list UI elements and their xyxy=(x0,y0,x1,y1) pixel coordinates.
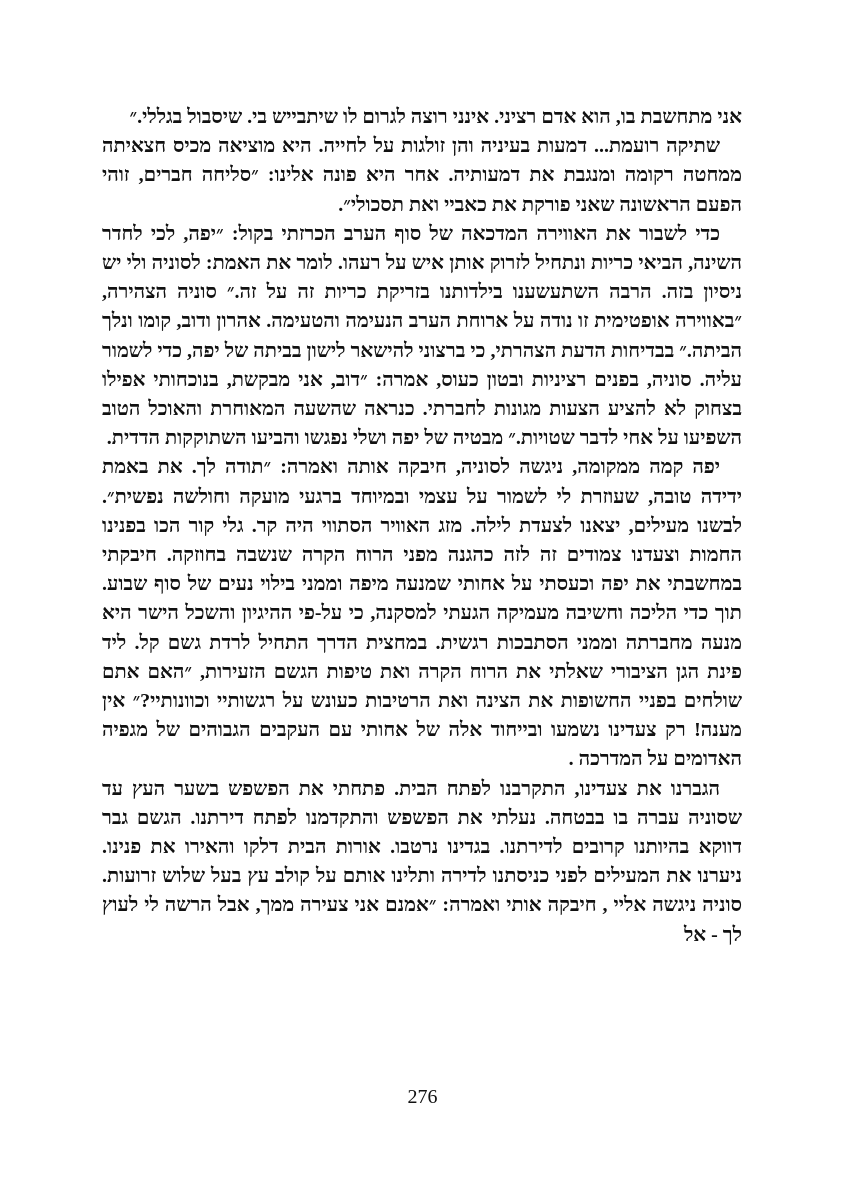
paragraph-4: יפה קמה ממקומה, ניגשה לסוניה, חיבקה אותה ואמרה: ״תודה לך. את באמת ידידה טובה, שעוזרת לי לשמור על עצמי ובמיוחד ברגעי מועקה וחולשה נפשית״. לבשנו מעילים, יצאנו לצעדת לילה. מזג האוויר הסתווי היה קר. גלי קור הכו בפנינו החמות וצעדנו צמודים זה לזה כהגנה מפני הרוח הקרה שנשבה בחוזקה. חיבקתי במחשבתי את יפה וכעסתי על אחותי שמנעה מיפה וממני בילוי נעים של סוף שבוע. תוך כדי הליכה וחשיבה מעמיקה הגעתי למסקנה, כי על-פי ההיגיון והשכל הישר היא מנעה מחברתה וממני הסתבכות רגשית. במחצית הדרך התחיל לרדת גשם קל. ליד פינת הגן הציבורי שאלתי את הרוח הקרה ואת טיפות הגשם הזעירות, ״האם אתם שולחים בפניי החשופות את הצינה ואת הרטיבות כעונש על רגשותיי וכוונותיי?״ אין מענה! רק צעדינו נשמעו ובייחוד אלה של אחותי עם העקבים הגבוהים של מגפיה האדומים על המדרכה . xyxy=(102,456,742,771)
page-number: 276 xyxy=(407,1086,438,1108)
paragraph-5: הגברנו את צעדינו, התקרבנו לפתח הבית. פתחתי את הפשפש בשער העץ עד שסוניה עברה בו בבטחה. נעלתי את הפשפש והתקדמנו לפתח דירתנו. הגשם גבר דווקא בהיותנו קרובים לדירתנו. בגדינו נרטבו. אורות הבית דלקו והאירו את פנינו. ניערנו את המעילים לפני כניסתנו לדירה ותלינו אותם על קולב עץ בעל שלוש זרועות. סוניה ניגשה אליי , חיבקה אותי ואמרה: ״אמנם אני צעירה ממך, אבל הרשה לי לעוץ לך - אל xyxy=(102,777,742,946)
paragraph-2: שתיקה רועמת... דמעות בעיניה והן זולגות על לחייה. היא מוציאה מכיס חצאיתה ממחטה רקומה ומנגבת את דמעותיה. אחר היא פונה אלינו: ״סליחה חברים, זוהי הפעם הראשונה שאני פורקת את כאביי ואת תסכולי״. xyxy=(102,135,742,216)
paragraph-1: אני מתחשבת בו, הוא אדם רציני. אינני רוצה לגרום לו שיתבייש בי. שיסבול בגללי.״ xyxy=(129,106,742,128)
body-text xyxy=(102,103,742,950)
paragraph-3: כדי לשבור את האווירה המדכאה של סוף הערב הכרזתי בקול: ״יפה, לכי לחדר השינה, הביאי כריות ונתחיל לזרוק אותן איש על רעהו. לומר את האמת: לסוניה ולי יש ניסיון בזה. הרבה השתעשענו בילדותנו בזריקת כריות זה על זה.״ סוניה הצהירה, ״באווירה אופטימית זו נודה על ארוחת הערב הנעימה והטעימה. אהרון ודוב, קומו ונלך הביתה.״ בבדיחות הדעת הצהרתי, כי ברצוני להישאר לישון בביתה של יפה, כדי לשמור עליה. סוניה, בפנים רציניות ובטון כעוס, אמרה: ״דוב, אני מבקשת, בנוכחותי אפילו בצחוק לא להציע הצעות מגונות לחברתי. כנראה שהשעה המאוחרת והאוכל הטוב השפיעו על אחי לדבר שטויות.״ מבטיה של יפה ושלי נפגשו והביעו השתוקקות הדדית. xyxy=(102,222,742,450)
